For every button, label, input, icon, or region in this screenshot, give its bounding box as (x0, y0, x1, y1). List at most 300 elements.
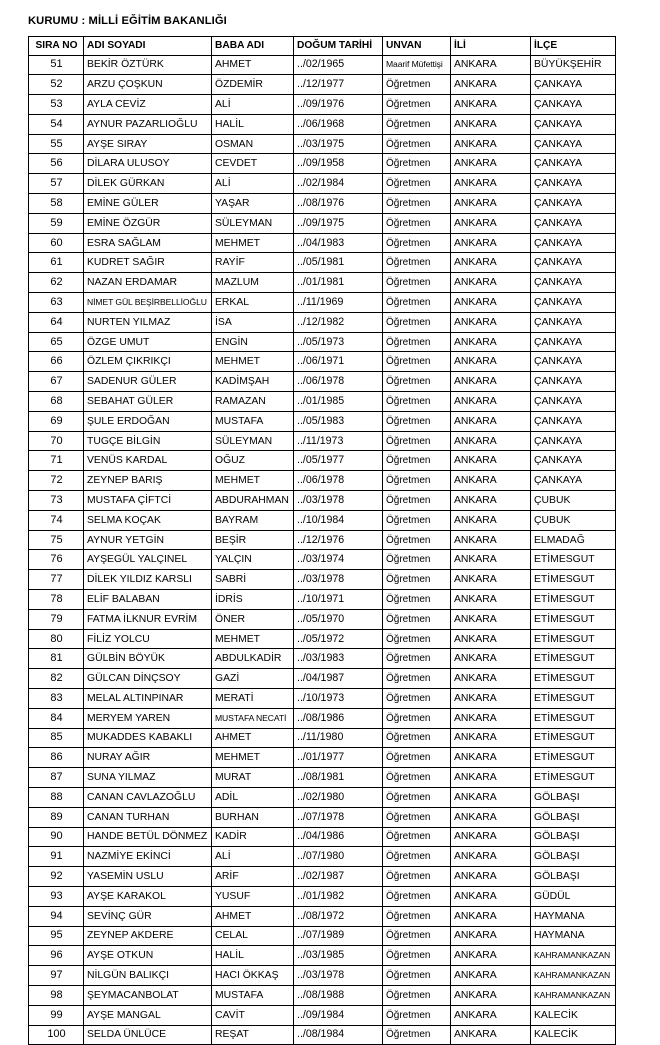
table-row (29, 273, 616, 293)
table-row (29, 431, 616, 451)
table-row (29, 312, 616, 332)
cell-il: ANKARA (451, 431, 531, 451)
cell-unvan: Öğretmen (383, 609, 451, 629)
cell-dogum: ../10/1973 (294, 689, 383, 709)
cell-sira: 59 (29, 213, 84, 233)
cell-ilce: KAHRAMANKAZAN (531, 966, 616, 986)
cell-unvan: Öğretmen (383, 510, 451, 530)
cell-il: ANKARA (451, 312, 531, 332)
column-header-baba-adi: BABA ADI (212, 37, 294, 56)
table-row (29, 689, 616, 709)
cell-sira: 82 (29, 669, 84, 689)
cell-ad: SEBAHAT GÜLER (84, 392, 212, 412)
cell-sira: 85 (29, 728, 84, 748)
cell-ad: AYNUR YETGİN (84, 530, 212, 550)
cell-ad: SEVİNÇ GÜR (84, 906, 212, 926)
cell-dogum: ../02/1984 (294, 174, 383, 194)
cell-unvan: Öğretmen (383, 352, 451, 372)
cell-dogum: ../05/1977 (294, 451, 383, 471)
cell-baba: MEHMET (212, 352, 294, 372)
cell-unvan: Öğretmen (383, 689, 451, 709)
table-row (29, 570, 616, 590)
cell-ad: DİLEK YILDIZ KARSLI (84, 570, 212, 590)
cell-unvan: Öğretmen (383, 649, 451, 669)
cell-sira: 100 (29, 1025, 84, 1045)
table-row (29, 134, 616, 154)
cell-unvan: Öğretmen (383, 411, 451, 431)
cell-ad: MERYEM YAREN (84, 708, 212, 728)
cell-ilce: ÇUBUK (531, 491, 616, 511)
table-row (29, 966, 616, 986)
cell-baba: OSMAN (212, 134, 294, 154)
cell-baba: MEHMET (212, 748, 294, 768)
table-row (29, 906, 616, 926)
cell-dogum: ../03/1978 (294, 966, 383, 986)
cell-ad: ÖZLEM ÇIKRIKÇI (84, 352, 212, 372)
cell-unvan: Öğretmen (383, 906, 451, 926)
cell-ilce: ÇANKAYA (531, 154, 616, 174)
cell-ilce: ÇANKAYA (531, 194, 616, 214)
cell-il: ANKARA (451, 392, 531, 412)
cell-unvan: Öğretmen (383, 827, 451, 847)
cell-ilce: ETİMESGUT (531, 570, 616, 590)
table-row (29, 233, 616, 253)
cell-il: ANKARA (451, 510, 531, 530)
cell-unvan: Öğretmen (383, 550, 451, 570)
column-header-dogum-tarihi: DOĞUM TARİHİ (294, 37, 383, 56)
table-header-row (29, 37, 616, 56)
cell-sira: 80 (29, 629, 84, 649)
cell-ad: ELİF BALABAN (84, 590, 212, 610)
table-row (29, 669, 616, 689)
cell-unvan: Öğretmen (383, 748, 451, 768)
cell-unvan: Öğretmen (383, 491, 451, 511)
cell-ilce: ÇANKAYA (531, 293, 616, 313)
table-row (29, 55, 616, 75)
cell-unvan: Öğretmen (383, 768, 451, 788)
table-row (29, 807, 616, 827)
cell-sira: 62 (29, 273, 84, 293)
cell-dogum: ../08/1976 (294, 194, 383, 214)
cell-ilce: ETİMESGUT (531, 689, 616, 709)
cell-baba: YAŞAR (212, 194, 294, 214)
cell-baba: ABDURAHMAN (212, 491, 294, 511)
table-row (29, 332, 616, 352)
cell-dogum: ../09/1976 (294, 95, 383, 115)
cell-dogum: ../04/1983 (294, 233, 383, 253)
cell-ilce: ÇANKAYA (531, 332, 616, 352)
cell-ilce: ÇANKAYA (531, 431, 616, 451)
cell-ilce: ÇANKAYA (531, 134, 616, 154)
column-header-sira-no: SIRA NO (29, 37, 84, 56)
table-row (29, 629, 616, 649)
cell-baba: ADİL (212, 787, 294, 807)
cell-unvan: Öğretmen (383, 985, 451, 1005)
cell-sira: 55 (29, 134, 84, 154)
cell-unvan: Öğretmen (383, 253, 451, 273)
table-row (29, 867, 616, 887)
cell-dogum: ../07/1978 (294, 807, 383, 827)
cell-dogum: ../04/1986 (294, 827, 383, 847)
cell-sira: 94 (29, 906, 84, 926)
cell-dogum: ../09/1984 (294, 1005, 383, 1025)
cell-baba: BURHAN (212, 807, 294, 827)
cell-ad: DİLARA ULUSOY (84, 154, 212, 174)
table-row (29, 1005, 616, 1025)
table-row (29, 590, 616, 610)
cell-il: ANKARA (451, 946, 531, 966)
table-row (29, 75, 616, 95)
cell-unvan: Öğretmen (383, 134, 451, 154)
cell-sira: 92 (29, 867, 84, 887)
cell-dogum: ../08/1988 (294, 985, 383, 1005)
cell-baba: BEŞİR (212, 530, 294, 550)
cell-baba: CEVDET (212, 154, 294, 174)
cell-dogum: ../05/1970 (294, 609, 383, 629)
cell-baba: HALİL (212, 114, 294, 134)
cell-il: ANKARA (451, 273, 531, 293)
cell-baba: YALÇIN (212, 550, 294, 570)
cell-ilce: ÇANKAYA (531, 114, 616, 134)
cell-baba: SÜLEYMAN (212, 431, 294, 451)
cell-il: ANKARA (451, 847, 531, 867)
cell-sira: 84 (29, 708, 84, 728)
cell-il: ANKARA (451, 807, 531, 827)
table-row (29, 787, 616, 807)
cell-ilce: KALECİK (531, 1005, 616, 1025)
table-row (29, 352, 616, 372)
cell-baba: CAVİT (212, 1005, 294, 1025)
cell-ilce: ETİMESGUT (531, 728, 616, 748)
table-header (29, 37, 616, 56)
cell-baba: MUSTAFA (212, 985, 294, 1005)
cell-dogum: ../03/1974 (294, 550, 383, 570)
table-row (29, 530, 616, 550)
cell-unvan: Öğretmen (383, 431, 451, 451)
cell-dogum: ../08/1984 (294, 1025, 383, 1045)
cell-baba: MURAT (212, 768, 294, 788)
cell-ilce: HAYMANA (531, 906, 616, 926)
cell-ad: ÖZGE UMUT (84, 332, 212, 352)
cell-il: ANKARA (451, 629, 531, 649)
cell-ilce: GÜDÜL (531, 886, 616, 906)
cell-unvan: Öğretmen (383, 807, 451, 827)
cell-ad: AYŞE MANGAL (84, 1005, 212, 1025)
cell-unvan: Öğretmen (383, 966, 451, 986)
cell-baba: AHMET (212, 55, 294, 75)
cell-dogum: ../06/1978 (294, 471, 383, 491)
cell-il: ANKARA (451, 95, 531, 115)
cell-il: ANKARA (451, 550, 531, 570)
cell-ad: AYŞE OTKUN (84, 946, 212, 966)
table-row (29, 194, 616, 214)
cell-il: ANKARA (451, 906, 531, 926)
cell-ad: NURTEN YILMAZ (84, 312, 212, 332)
cell-sira: 70 (29, 431, 84, 451)
cell-il: ANKARA (451, 669, 531, 689)
cell-il: ANKARA (451, 609, 531, 629)
cell-baba: SABRİ (212, 570, 294, 590)
cell-sira: 93 (29, 886, 84, 906)
cell-il: ANKARA (451, 75, 531, 95)
cell-unvan: Öğretmen (383, 867, 451, 887)
cell-dogum: ../03/1978 (294, 570, 383, 590)
cell-il: ANKARA (451, 787, 531, 807)
cell-dogum: ../08/1972 (294, 906, 383, 926)
cell-il: ANKARA (451, 985, 531, 1005)
cell-ad: NİLGÜN BALIKÇI (84, 966, 212, 986)
table-row (29, 154, 616, 174)
cell-ilce: ETİMESGUT (531, 768, 616, 788)
cell-ad: ZEYNEP AKDERE (84, 926, 212, 946)
cell-unvan: Öğretmen (383, 471, 451, 491)
table-row (29, 946, 616, 966)
cell-ilce: ÇANKAYA (531, 451, 616, 471)
table-row (29, 174, 616, 194)
column-header-unvan: UNVAN (383, 37, 451, 56)
cell-sira: 65 (29, 332, 84, 352)
cell-sira: 66 (29, 352, 84, 372)
cell-ilce: BÜYÜKŞEHİR (531, 55, 616, 75)
cell-dogum: ../09/1975 (294, 213, 383, 233)
cell-ilce: ÇANKAYA (531, 392, 616, 412)
cell-dogum: ../02/1987 (294, 867, 383, 887)
cell-sira: 53 (29, 95, 84, 115)
cell-baba: MEHMET (212, 471, 294, 491)
cell-sira: 67 (29, 372, 84, 392)
cell-dogum: ../03/1975 (294, 134, 383, 154)
cell-baba: SÜLEYMAN (212, 213, 294, 233)
table-row (29, 1025, 616, 1045)
cell-il: ANKARA (451, 194, 531, 214)
table-row (29, 926, 616, 946)
cell-dogum: ../01/1977 (294, 748, 383, 768)
cell-dogum: ../03/1983 (294, 649, 383, 669)
cell-ad: NAZAN ERDAMAR (84, 273, 212, 293)
cell-il: ANKARA (451, 491, 531, 511)
cell-sira: 58 (29, 194, 84, 214)
cell-il: ANKARA (451, 372, 531, 392)
cell-baba: ARİF (212, 867, 294, 887)
cell-ad: FİLİZ YOLCU (84, 629, 212, 649)
cell-il: ANKARA (451, 293, 531, 313)
table-row (29, 471, 616, 491)
cell-dogum: ../06/1971 (294, 352, 383, 372)
cell-ilce: ETİMESGUT (531, 629, 616, 649)
cell-ilce: ÇANKAYA (531, 471, 616, 491)
cell-sira: 78 (29, 590, 84, 610)
table-row (29, 451, 616, 471)
table-row (29, 95, 616, 115)
cell-ad: EMİNE ÖZGÜR (84, 213, 212, 233)
cell-il: ANKARA (451, 867, 531, 887)
cell-ilce: ÇANKAYA (531, 411, 616, 431)
cell-dogum: ../10/1971 (294, 590, 383, 610)
cell-sira: 76 (29, 550, 84, 570)
table-row (29, 411, 616, 431)
table-row (29, 748, 616, 768)
cell-il: ANKARA (451, 966, 531, 986)
cell-unvan: Öğretmen (383, 886, 451, 906)
cell-il: ANKARA (451, 411, 531, 431)
cell-il: ANKARA (451, 114, 531, 134)
cell-ad: MUKADDES KABAKLI (84, 728, 212, 748)
table-row (29, 510, 616, 530)
cell-baba: KADİR (212, 827, 294, 847)
cell-ilce: ÇANKAYA (531, 273, 616, 293)
cell-ad: ŞULE ERDOĞAN (84, 411, 212, 431)
cell-dogum: ../09/1958 (294, 154, 383, 174)
cell-ilce: GÖLBAŞI (531, 787, 616, 807)
cell-unvan: Öğretmen (383, 95, 451, 115)
cell-dogum: ../12/1977 (294, 75, 383, 95)
cell-dogum: ../05/1981 (294, 253, 383, 273)
cell-ilce: ÇANKAYA (531, 174, 616, 194)
cell-sira: 71 (29, 451, 84, 471)
cell-ilce: KAHRAMANKAZAN (531, 946, 616, 966)
cell-ilce: ÇANKAYA (531, 95, 616, 115)
cell-unvan: Öğretmen (383, 629, 451, 649)
cell-ad: AYNUR PAZARLIOĞLU (84, 114, 212, 134)
cell-ad: HANDE BETÜL DÖNMEZ (84, 827, 212, 847)
table-row (29, 293, 616, 313)
cell-baba: ALİ (212, 95, 294, 115)
cell-ad: ESRA SAĞLAM (84, 233, 212, 253)
cell-baba: ERKAL (212, 293, 294, 313)
cell-sira: 90 (29, 827, 84, 847)
cell-ad: CANAN TURHAN (84, 807, 212, 827)
cell-sira: 61 (29, 253, 84, 273)
cell-dogum: ../11/1980 (294, 728, 383, 748)
cell-dogum: ../08/1981 (294, 768, 383, 788)
table-row (29, 491, 616, 511)
cell-sira: 69 (29, 411, 84, 431)
cell-il: ANKARA (451, 253, 531, 273)
cell-dogum: ../10/1984 (294, 510, 383, 530)
cell-ilce: HAYMANA (531, 926, 616, 946)
cell-ad: EMİNE GÜLER (84, 194, 212, 214)
cell-unvan: Öğretmen (383, 174, 451, 194)
cell-sira: 83 (29, 689, 84, 709)
cell-il: ANKARA (451, 570, 531, 590)
cell-baba: HACI ÖKKAŞ (212, 966, 294, 986)
cell-unvan: Öğretmen (383, 926, 451, 946)
table-row (29, 728, 616, 748)
cell-ad: AYLA CEVİZ (84, 95, 212, 115)
cell-sira: 72 (29, 471, 84, 491)
cell-dogum: ../05/1972 (294, 629, 383, 649)
cell-baba: ALİ (212, 847, 294, 867)
cell-ad: GÜLBİN BÖYÜK (84, 649, 212, 669)
cell-sira: 81 (29, 649, 84, 669)
cell-dogum: ../11/1969 (294, 293, 383, 313)
cell-dogum: ../07/1980 (294, 847, 383, 867)
cell-ilce: ETİMESGUT (531, 590, 616, 610)
cell-il: ANKARA (451, 451, 531, 471)
cell-ilce: ETİMESGUT (531, 609, 616, 629)
cell-il: ANKARA (451, 233, 531, 253)
table-row (29, 392, 616, 412)
cell-unvan: Maarif Müfettişi (383, 55, 451, 75)
cell-unvan: Öğretmen (383, 570, 451, 590)
cell-baba: AHMET (212, 906, 294, 926)
cell-baba: İDRİS (212, 590, 294, 610)
cell-ad: BEKİR ÖZTÜRK (84, 55, 212, 75)
cell-baba: MEHMET (212, 629, 294, 649)
cell-ilce: ÇANKAYA (531, 312, 616, 332)
cell-ad: NURAY AĞIR (84, 748, 212, 768)
cell-ilce: KALECİK (531, 1025, 616, 1045)
cell-baba: ALİ (212, 174, 294, 194)
cell-sira: 96 (29, 946, 84, 966)
cell-sira: 89 (29, 807, 84, 827)
cell-sira: 86 (29, 748, 84, 768)
cell-ad: DİLEK GÜRKAN (84, 174, 212, 194)
cell-unvan: Öğretmen (383, 1025, 451, 1045)
cell-ad: AYŞE KARAKOL (84, 886, 212, 906)
cell-sira: 57 (29, 174, 84, 194)
table-row (29, 372, 616, 392)
cell-dogum: ../06/1978 (294, 372, 383, 392)
cell-unvan: Öğretmen (383, 392, 451, 412)
cell-il: ANKARA (451, 174, 531, 194)
cell-unvan: Öğretmen (383, 451, 451, 471)
cell-il: ANKARA (451, 827, 531, 847)
cell-ad: SELMA KOÇAK (84, 510, 212, 530)
cell-ad: FATMA İLKNUR EVRİM (84, 609, 212, 629)
cell-ad: YASEMİN USLU (84, 867, 212, 887)
cell-il: ANKARA (451, 649, 531, 669)
cell-unvan: Öğretmen (383, 787, 451, 807)
cell-unvan: Öğretmen (383, 590, 451, 610)
cell-baba: REŞAT (212, 1025, 294, 1045)
cell-unvan: Öğretmen (383, 372, 451, 392)
cell-ilce: ETİMESGUT (531, 550, 616, 570)
cell-baba: KADİMŞAH (212, 372, 294, 392)
cell-unvan: Öğretmen (383, 708, 451, 728)
cell-sira: 74 (29, 510, 84, 530)
cell-dogum: ../02/1980 (294, 787, 383, 807)
cell-sira: 75 (29, 530, 84, 550)
cell-baba: BAYRAM (212, 510, 294, 530)
cell-sira: 98 (29, 985, 84, 1005)
cell-dogum: ../07/1989 (294, 926, 383, 946)
cell-baba: MAZLUM (212, 273, 294, 293)
cell-baba: RAMAZAN (212, 392, 294, 412)
cell-baba: MERATİ (212, 689, 294, 709)
cell-ad: ZEYNEP BARIŞ (84, 471, 212, 491)
cell-il: ANKARA (451, 530, 531, 550)
cell-baba: YUSUF (212, 886, 294, 906)
cell-ad: NAZMİYE EKİNCİ (84, 847, 212, 867)
cell-ilce: ETİMESGUT (531, 669, 616, 689)
cell-unvan: Öğretmen (383, 847, 451, 867)
cell-il: ANKARA (451, 748, 531, 768)
cell-sira: 52 (29, 75, 84, 95)
cell-dogum: ../12/1982 (294, 312, 383, 332)
cell-dogum: ../01/1982 (294, 886, 383, 906)
cell-il: ANKARA (451, 886, 531, 906)
table-row (29, 827, 616, 847)
cell-ilce: ÇANKAYA (531, 233, 616, 253)
column-header-adi-soyadi: ADI SOYADI (84, 37, 212, 56)
cell-il: ANKARA (451, 471, 531, 491)
cell-unvan: Öğretmen (383, 669, 451, 689)
cell-ilce: ÇANKAYA (531, 352, 616, 372)
cell-baba: AHMET (212, 728, 294, 748)
cell-baba: OĞUZ (212, 451, 294, 471)
cell-ad: KUDRET SAĞIR (84, 253, 212, 273)
